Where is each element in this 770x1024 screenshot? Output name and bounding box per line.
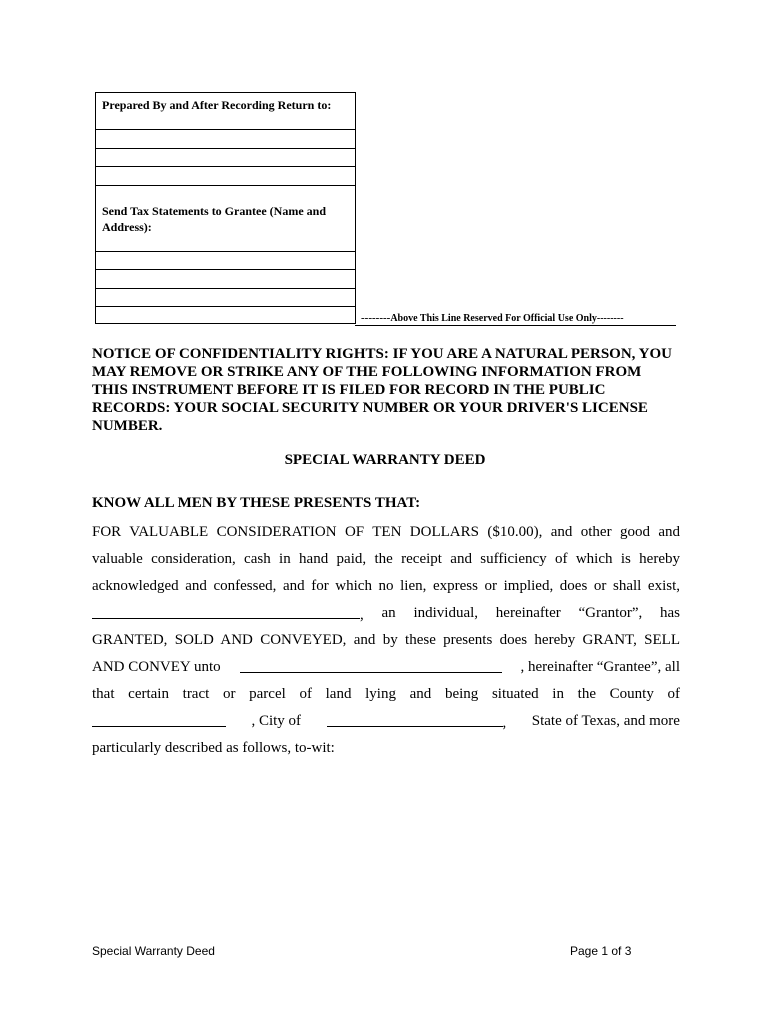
confidentiality-notice: NOTICE OF CONFIDENTIALITY RIGHTS: IF YOU ARE A NATURAL PERSON, YOU MAY REMOVE OR STRIKE ANY OF THE FOLLOWING INFORMATION FROM THIS INSTRUMENT BEFORE IT IS FILED FOR RECORD IN THE PUBLIC RECORDS: YOUR SOCIAL SECURITY NUMBER OR YOUR DRIVER'S LICENSE NUMBER. xyxy=(92,346,672,434)
official-use-dashes: -------- xyxy=(361,312,391,324)
body-line-7: that certain tract or parcel of land lying and being situated in the County of xyxy=(92,686,680,702)
body-line-5: GRANTED, SOLD AND CONVEYED, and by these presents does hereby GRANT, SELL xyxy=(92,632,680,648)
grantee-address-line xyxy=(96,270,355,289)
grantee-address-line xyxy=(96,252,355,271)
grantee-address-line xyxy=(96,289,355,308)
body-line-9: particularly described as follows, to-wit: xyxy=(92,740,335,756)
body-line-2: valuable consideration, cash in hand paid, the receipt and sufficiency of which is hereby xyxy=(92,551,680,567)
tax-statements-label: Send Tax Statements to Grantee (Name and Address): xyxy=(102,203,326,234)
body-line-3: acknowledged and confessed, and for which no lien, express or implied, does or shall exist, xyxy=(92,578,680,594)
grantee-name-field[interactable] xyxy=(240,658,502,678)
grantor-name-field[interactable]: , xyxy=(92,604,364,624)
tax-statements-row xyxy=(96,186,355,252)
return-address-line xyxy=(96,130,355,149)
official-use-line xyxy=(355,312,676,326)
deed-title: SPECIAL WARRANTY DEED xyxy=(284,452,486,468)
official-use-text: Above This Line Reserved For Official Use Only-------- xyxy=(390,313,624,324)
return-address-box xyxy=(95,92,356,324)
body-line-4: , an individual, hereinafter “Grantor”, has xyxy=(92,604,680,624)
prepared-by-label: Prepared By and After Recording Return to: xyxy=(102,98,332,112)
return-address-line xyxy=(96,167,355,186)
grantee-address-line xyxy=(96,307,355,324)
body-line-6: AND CONVEY unto , hereinafter “Grantee”, all xyxy=(92,658,680,678)
return-address-line xyxy=(96,149,355,168)
footer-document-name: Special Warranty Deed xyxy=(92,944,215,958)
footer-page-number: Page 1 of 3 xyxy=(570,944,632,958)
body-line-1: FOR VALUABLE CONSIDERATION OF TEN DOLLARS ($10.00), and other good and xyxy=(92,524,680,540)
county-field[interactable] xyxy=(92,712,226,732)
body-line-8: , City of , State of Texas, and more xyxy=(92,712,680,732)
prepared-by-row xyxy=(96,93,355,130)
know-all-heading: KNOW ALL MEN BY THESE PRESENTS THAT: xyxy=(92,495,421,511)
city-field[interactable]: , xyxy=(327,712,507,732)
